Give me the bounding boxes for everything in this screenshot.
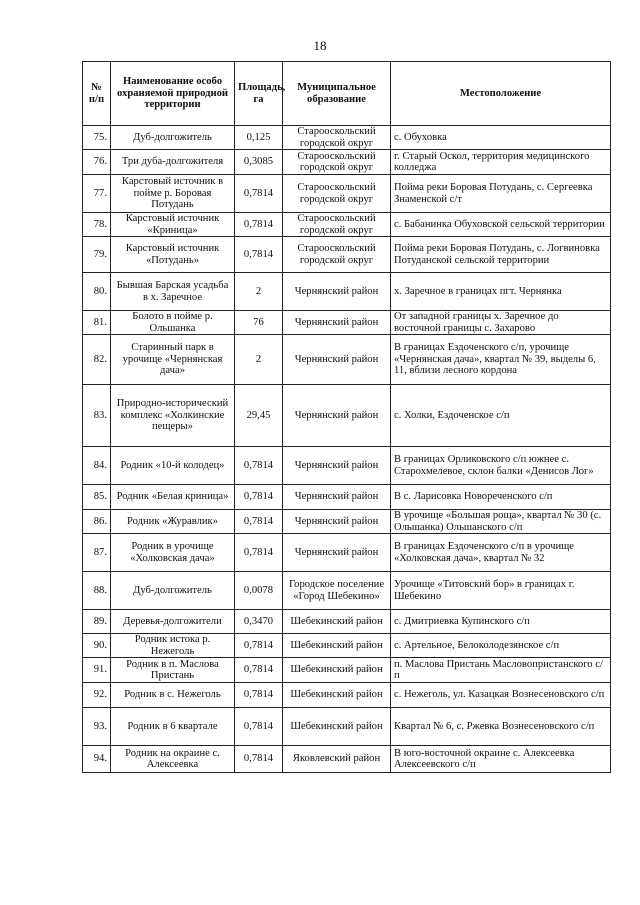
table-row [83, 273, 611, 311]
row-name: Карстовый источник «Потудань» [111, 237, 235, 273]
row-municipality: Шебекинский район [283, 658, 391, 683]
table-header-row [83, 62, 611, 126]
row-num: 80. [83, 273, 111, 311]
table-row [83, 683, 611, 708]
row-location: Пойма реки Боровая Потудань, с. Сергеевка Знаменской с/т [391, 175, 611, 213]
row-num: 85. [83, 485, 111, 510]
table-row [83, 126, 611, 150]
row-municipality: Чернянский район [283, 485, 391, 510]
row-num: 84. [83, 447, 111, 485]
table-row [83, 447, 611, 485]
row-name: Деревья-долгожители [111, 610, 235, 634]
table-row [83, 385, 611, 447]
row-name: Родник «Журавлик» [111, 510, 235, 534]
row-name: Родник в урочище «Холковская дача» [111, 534, 235, 572]
row-area: 0,7814 [235, 683, 283, 708]
row-location: В границах Орликовского с/п южнее с. Старохмелевое, склон балки «Денисов Лог» [391, 447, 611, 485]
row-municipality: Старооскольский городской округ [283, 126, 391, 150]
row-area: 0,3470 [235, 610, 283, 634]
row-municipality: Чернянский район [283, 510, 391, 534]
row-location: с. Бабанинка Обуховской сельской территории [391, 213, 611, 237]
row-num: 94. [83, 746, 111, 773]
row-area: 0,3085 [235, 150, 283, 175]
row-area: 0,125 [235, 126, 283, 150]
row-num: 77. [83, 175, 111, 213]
row-name: Родник «Белая криница» [111, 485, 235, 510]
row-area: 0,7814 [235, 175, 283, 213]
row-num: 89. [83, 610, 111, 634]
table-row [83, 746, 611, 773]
row-municipality: Шебекинский район [283, 708, 391, 746]
row-name: Родник в с. Нежеголь [111, 683, 235, 708]
table-row [83, 213, 611, 237]
row-municipality: Чернянский район [283, 534, 391, 572]
row-location: х. Заречное в границах пгт. Чернянка [391, 273, 611, 311]
row-num: 86. [83, 510, 111, 534]
row-name: Дуб-долгожитель [111, 126, 235, 150]
row-location: Пойма реки Боровая Потудань, с. Логвиновка Потуданской сельской территории [391, 237, 611, 273]
page-number: 18 [313, 38, 327, 53]
row-num: 91. [83, 658, 111, 683]
row-num: 76. [83, 150, 111, 175]
row-location: п. Маслова Пристань Масловопристанского с/п [391, 658, 611, 683]
row-municipality: Старооскольский городской округ [283, 175, 391, 213]
table-row [83, 150, 611, 175]
row-municipality: Старооскольский городской округ [283, 213, 391, 237]
row-location: В урочище «Большая роща», квартал № 30 (с. Ольшанка) Ольшанского с/п [391, 510, 611, 534]
table-row [83, 335, 611, 385]
row-num: 90. [83, 634, 111, 658]
row-num: 79. [83, 237, 111, 273]
table-row [83, 634, 611, 658]
row-municipality: Старооскольский городской округ [283, 237, 391, 273]
row-municipality: Чернянский район [283, 335, 391, 385]
row-municipality: Чернянский район [283, 447, 391, 485]
row-area: 0,7814 [235, 658, 283, 683]
row-name: Бывшая Барская усадьба в х. Заречное [111, 273, 235, 311]
table-row [83, 658, 611, 683]
row-municipality: Старооскольский городской округ [283, 150, 391, 175]
row-name: Болото в пойме р. Ольшанка [111, 311, 235, 335]
protected-areas-table [82, 61, 611, 773]
row-name: Родник в 6 квартале [111, 708, 235, 746]
row-num: 81. [83, 311, 111, 335]
row-location: Квартал № 6, с. Ржевка Вознесеновского с/п [391, 708, 611, 746]
row-name: Карстовый источник «Криница» [111, 213, 235, 237]
row-municipality: Шебекинский район [283, 683, 391, 708]
row-area: 0,7814 [235, 510, 283, 534]
row-num: 75. [83, 126, 111, 150]
row-num: 93. [83, 708, 111, 746]
row-location: с. Холки, Ездоченское с/п [391, 385, 611, 447]
row-area: 2 [235, 335, 283, 385]
row-location: с. Обуховка [391, 126, 611, 150]
row-area: 2 [235, 273, 283, 311]
row-area: 0,7814 [235, 708, 283, 746]
table-row [83, 510, 611, 534]
row-municipality: Шебекинский район [283, 634, 391, 658]
row-area: 0,7814 [235, 485, 283, 510]
row-location: В границах Ездоченского с/п, урочище «Чернянская дача», квартал № 39, выделы 6, 11, вблизи лесного кордона [391, 335, 611, 385]
row-area: 0,7814 [235, 534, 283, 572]
row-location: В юго-восточной окраине с. Алексеевка Алексеевского с/п [391, 746, 611, 773]
row-area: 0,7814 [235, 746, 283, 773]
row-location: с. Артельное, Белоколодезянское с/п [391, 634, 611, 658]
row-area: 0,7814 [235, 447, 283, 485]
table-body [83, 126, 611, 773]
table-row [83, 708, 611, 746]
row-location: В границах Ездоченского с/п в урочище «Холковская дача», квартал № 32 [391, 534, 611, 572]
header-location: Местоположение [391, 62, 611, 126]
row-num: 78. [83, 213, 111, 237]
row-num: 88. [83, 572, 111, 610]
row-area: 0,7814 [235, 237, 283, 273]
row-area: 0,7814 [235, 634, 283, 658]
table-row [83, 534, 611, 572]
table-row [83, 485, 611, 510]
row-name: Старинный парк в урочище «Чернянская дача» [111, 335, 235, 385]
header-area: Площадь, га [235, 62, 283, 126]
row-num: 87. [83, 534, 111, 572]
row-location: От западной границы х. Заречное до восточной границы с. Захарово [391, 311, 611, 335]
row-municipality: Чернянский район [283, 311, 391, 335]
row-location: г. Старый Оскол, территория медицинского колледжа [391, 150, 611, 175]
row-municipality: Чернянский район [283, 273, 391, 311]
table-row [83, 572, 611, 610]
row-name: Карстовый источник в пойме р. Боровая Потудань [111, 175, 235, 213]
row-name: Три дуба-долгожителя [111, 150, 235, 175]
row-name: Родник «10-й колодец» [111, 447, 235, 485]
row-name: Родник в п. Маслова Пристань [111, 658, 235, 683]
row-name: Родник истока р. Нежеголь [111, 634, 235, 658]
row-location: Урочище «Титовский бор» в границах г. Шебекино [391, 572, 611, 610]
table-row [83, 175, 611, 213]
row-area: 76 [235, 311, 283, 335]
row-area: 29,45 [235, 385, 283, 447]
table-row [83, 610, 611, 634]
row-name: Родник на окраине с. Алексеевка [111, 746, 235, 773]
row-name: Природно-исторический комплекс «Холкинские пещеры» [111, 385, 235, 447]
row-municipality: Городское поселение «Город Шебекино» [283, 572, 391, 610]
header-name: Наименование особо охраняемой природной территории [111, 62, 235, 126]
row-location: с. Нежеголь, ул. Казацкая Вознесеновского с/п [391, 683, 611, 708]
row-num: 82. [83, 335, 111, 385]
row-num: 92. [83, 683, 111, 708]
header-municipality: Муниципальное образование [283, 62, 391, 126]
row-municipality: Яковлевский район [283, 746, 391, 773]
row-municipality: Шебекинский район [283, 610, 391, 634]
header-num: № п/п [83, 62, 111, 126]
row-name: Дуб-долгожитель [111, 572, 235, 610]
table-row [83, 237, 611, 273]
row-area: 0,7814 [235, 213, 283, 237]
row-area: 0,0078 [235, 572, 283, 610]
table-row [83, 311, 611, 335]
row-municipality: Чернянский район [283, 385, 391, 447]
row-location: с. Дмитриевка Купинского с/п [391, 610, 611, 634]
row-num: 83. [83, 385, 111, 447]
row-location: В с. Ларисовка Новореченского с/п [391, 485, 611, 510]
